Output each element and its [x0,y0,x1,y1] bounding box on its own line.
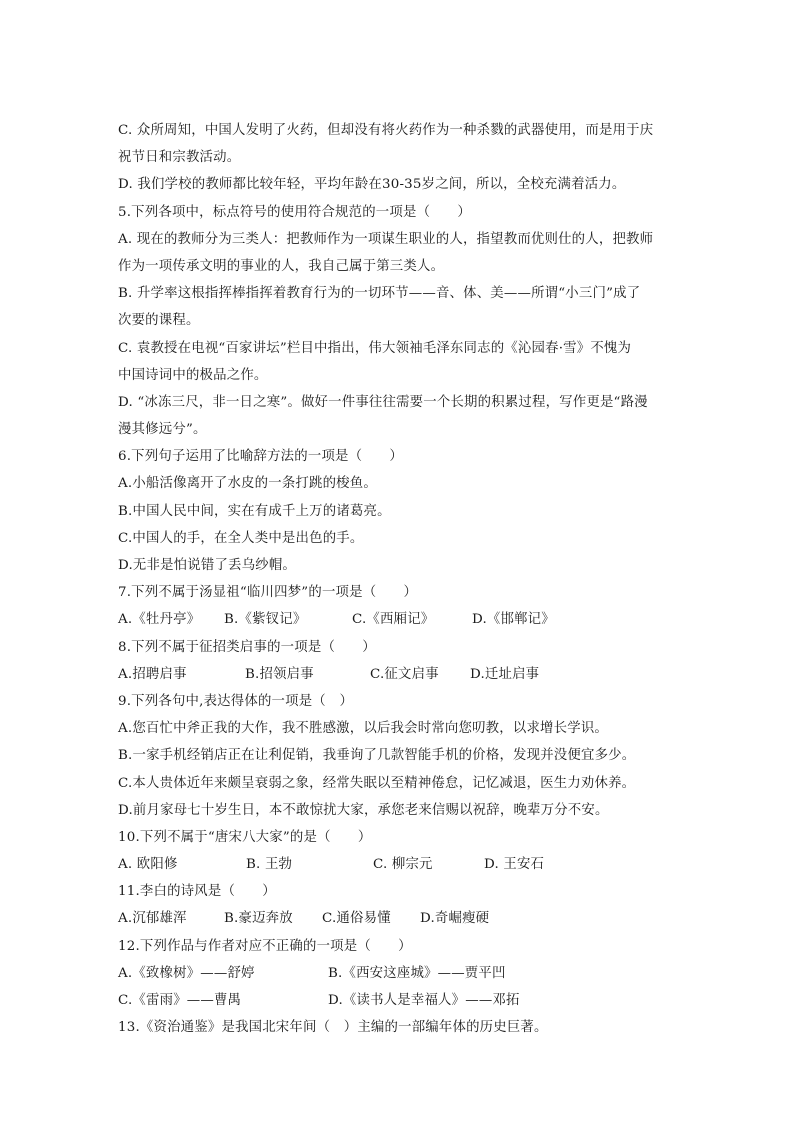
option: B.招领启事 [245,666,314,682]
text-line: A. 现在的教师分为三类人：把教师作为一项谋生职业的人，指望教而优则仕的人，把教师 [118,231,654,247]
question-12-stem: 12.下列作品与作者对应不正确的一项是（ ） [118,938,412,954]
option: B.豪迈奔放 [224,911,293,927]
option: C.通俗易懂 [322,911,391,927]
option: B.《西安这座城》——贾平凹 [328,965,506,981]
option: C. 柳宗元 [373,857,433,873]
text-line: C.中国人的手，在全人类中是出色的手。 [118,530,364,546]
option: C.征文启事 [370,666,439,682]
text-line: D. 我们学校的教师都比较年轻，平均年龄在30-35岁之间，所以，全校充满着活力。 [118,177,626,193]
document-body [118,117,678,1041]
option: D.奇崛瘦硬 [420,911,490,927]
text-line: C. 众所周知，中国人发明了火药，但却没有将火药作为一种杀戮的武器使用，而是用于庆 [118,123,654,138]
option: D.《邯郸记》 [472,612,555,628]
option: A.沉郁雄浑 [118,911,187,927]
option: D.迁址启事 [470,666,540,682]
option: C.《西厢记》 [352,612,435,628]
text-line: 漫其修远兮”。 [118,422,207,438]
text-line: C.本人贵体近年来颇呈衰弱之象，经常失眠以至精神倦怠，记忆减退，医生力劝休养。 [118,775,636,791]
question-13-stem: 13.《资治通鉴》是我国北宋年间（ ）主编的一部编年体的历史巨著。 [118,1020,548,1036]
text-line: 中国诗词中的极品之作。 [118,367,268,383]
question-8-stem: 8.下列不属于征招类启事的一项是（ ） [118,639,376,655]
option: B.《紫钗记》 [224,612,307,628]
question-10-stem: 10.下列不属于“唐宋八大家”的是（ ） [118,829,372,845]
option: D.《读书人是幸福人》——邓拓 [328,993,520,1008]
text-line: D.无非是怕说错了丢乌纱帽。 [118,558,297,573]
question-5-stem: 5.下列各项中，标点符号的使用符合规范的一项是（ ） [118,204,471,220]
option: A.招聘启事 [118,666,187,682]
text-line: 次要的课程。 [118,313,200,329]
text-line: 祝节日和宗教活动。 [118,150,241,166]
text-line: 作为一项传承文明的事业的人，我自己属于第三类人。 [118,258,445,274]
question-12-options-row2 [118,987,678,1014]
text-line: B.中国人民中间，实在有成千上万的诸葛亮。 [118,503,391,519]
question-11-options [118,905,678,932]
option: D. 王安石 [484,857,545,873]
text-line: D.前月家母七十岁生日，本不敢惊扰大家，承您老来信赐以祝辞，晚辈万分不安。 [118,802,609,818]
question-12-options-row1 [118,960,678,987]
question-7-options [118,606,678,633]
text-line: D. “冰冻三尺，非一日之寒”。做好一件事往往需要一个长期的积累过程，写作更是“路漫 [118,394,648,410]
option: A. 欧阳修 [118,857,178,873]
option: A.《致橡树》——舒婷 [118,965,255,981]
question-6-stem: 6.下列句子运用了比喻辞方法的一项是（ ） [118,449,403,465]
question-11-stem: 11.李白的诗风是（ ） [118,884,276,900]
text-line: A.您百忙中斧正我的大作，我不胜感激，以后我会时常向您叨教，以求增长学识。 [118,721,608,737]
question-8-options [118,661,678,688]
text-line: C. 袁教授在电视“百家讲坛”栏目中指出，伟大领袖毛泽东同志的《沁园春·雪》不愧为 [118,340,632,356]
option: A.《牡丹亭》 [118,612,201,628]
option: B. 王勃 [246,857,293,873]
text-line: B.一家手机经销店正在让利促销，我垂询了几款智能手机的价格，发现并没便宜多少。 [118,748,636,764]
question-7-stem: 7.下列不属于汤显祖“临川四梦”的一项是（ ） [118,585,418,601]
text-line: A.小船活像离开了水皮的一条打跳的梭鱼。 [118,476,377,492]
question-10-options [118,851,678,878]
question-9-stem: 9.下列各句中,表达得体的一项是（ ） [118,693,354,709]
text-line: B. 升学率这根指挥棒指挥着教育行为的一切环节——音、体、美——所谓“小三门”成了 [118,286,641,302]
option: C.《雷雨》——曹禺 [118,993,242,1008]
